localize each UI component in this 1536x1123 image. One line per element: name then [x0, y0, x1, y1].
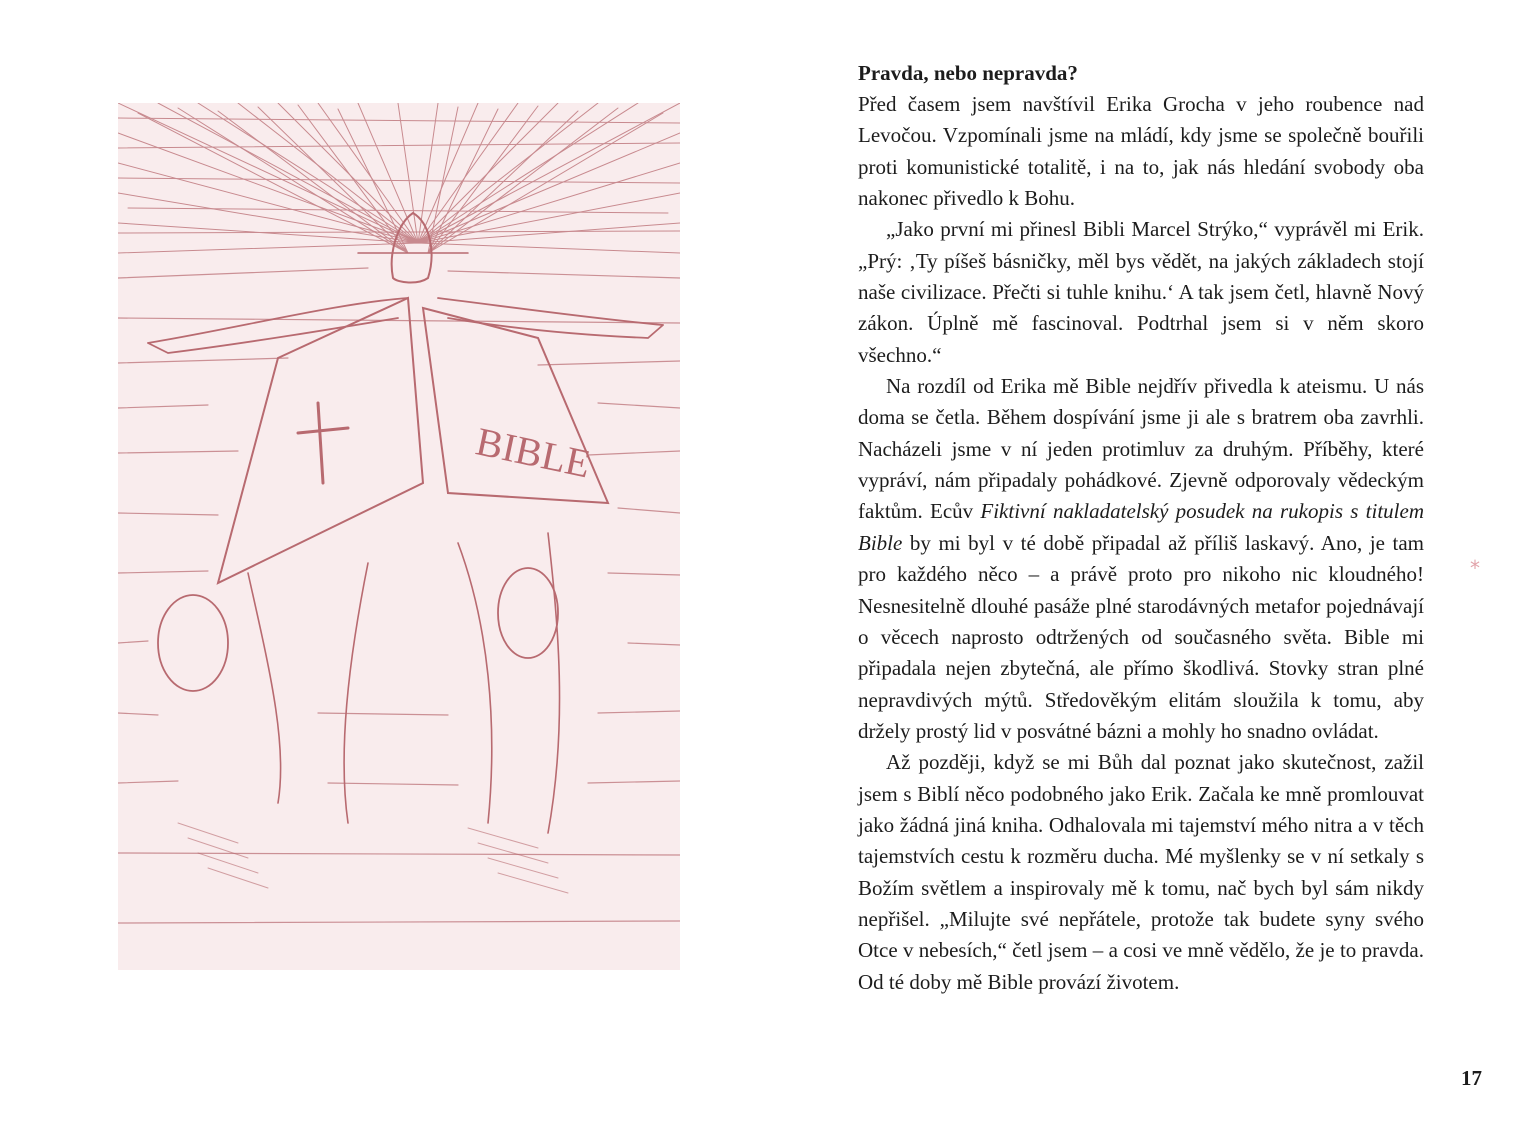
article-text: [858, 58, 1424, 998]
illustration-man-under-bible: [118, 103, 680, 970]
right-foot: [498, 568, 558, 658]
left-arm: [148, 298, 408, 353]
page-number: 17: [1461, 1066, 1482, 1090]
book-cover-text: BIBLE: [472, 418, 595, 487]
paragraph-3-start: Na rozdíl od Erika mě Bible nejdřív přivedla k ateismu. U nás doma se četla. Během dospívání jsme ji ale s bratrem oba zavrhli. Nacházeli jsme v ní jeden protimluv za druhým. Příběhy, které vypráví, nám připadaly pohádkové. Zjevně odporovaly vědeckým faktům. Ecův: [858, 374, 1424, 524]
asterisk-ornament-icon: *: [1470, 556, 1480, 580]
paragraph-4: Až později, když se mi Bůh dal poznat jako skutečnost, zažil jsem s Biblí něco podobného jako Erik. Začala ke mně promlouvat jako žádná jiná kniha. Odhalovala mi tajemství mého nitra a v těch tajemstvích cestu k rozměru ducha. Mé myšlenky se v ní setkaly s Božím světlem a inspirovaly mě k tomu, nač bych byl sám nikdy nepřišel. „Milujte své nepřátele, protože tak budete syny svého Otce v nebesích,“ četl jsem – a cosi ve mně vědělo, že je to pravda. Od té doby mě Bible provází životem.: [858, 750, 1424, 994]
paragraph-1: Před časem jsem navštívil Erika Grocha v jeho roubence nad Levočou. Vzpomínali jsme na mládí, kdy jsme se společně bouřili proti komunistické totalitě, i na to, jak nás hledání svobody oba nakonec přivedlo k Bohu.: [858, 92, 1424, 211]
shadow-hatching: [178, 823, 568, 893]
cross-icon: [298, 403, 348, 483]
article-heading: Pravda, nebo nepravda?: [858, 61, 1078, 85]
left-foot: [158, 595, 228, 691]
floor-lines: [118, 268, 680, 923]
left-leg: [248, 563, 368, 823]
paragraph-2: „Jako první mi přinesl Bibli Marcel Strýko,“ vyprávěl mi Erik. „Prý: ‚Ty píšeš básničky, měl bys vědět, na jakých základech stojí naše civilizace. Přečti si tuhle knihu.‘ A tak jsem četl, hlavně Nový zákon. Úplně mě fascinoval. Podtrhal jsem si v něm skoro všechno.“: [858, 217, 1424, 367]
paragraph-3-book-title: Fiktivní nakladatelský posudek na rukopis s titulem Bible: [858, 499, 1424, 555]
paragraph-3: [858, 371, 1424, 747]
right-arm: [438, 298, 663, 338]
illustration-drawing: [118, 103, 680, 970]
paragraph-3-end: by mi byl v té době připadal až příliš laskavý. Ano, je tam pro každého něco – a právě proto pro nikoho nic kloudného! Nesnesitelně dlouhé pasáže plné starodávných metafor pojednávají o věcech naprosto odtržených od současného světa. Bible mi připadala nejen zbytečná, ale přímo škodlivá. Stovky stran plné nepravdivých mýtů. Středověkým elitám sloužila k tomu, aby držely prostý lid v posvátné bázni a mohly ho snadno ovládat.: [858, 530, 1424, 743]
